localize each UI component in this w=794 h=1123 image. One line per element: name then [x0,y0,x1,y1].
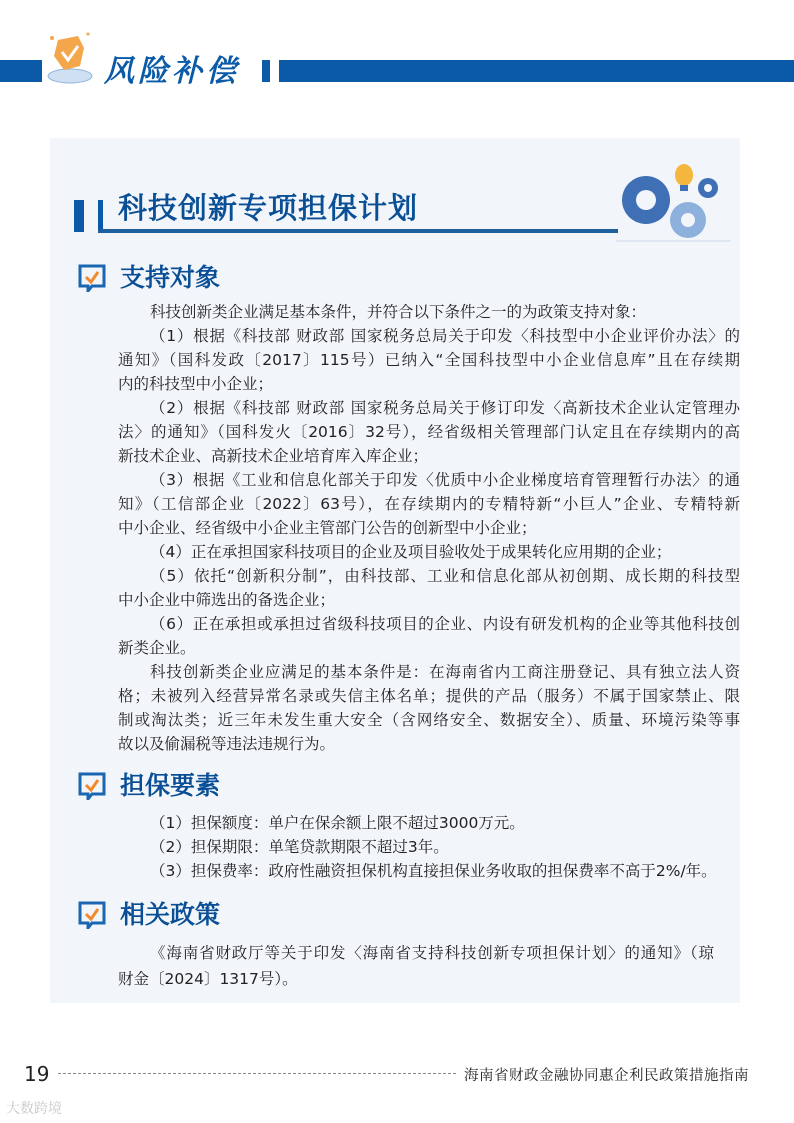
checkbox-icon [78,264,106,292]
section-heading: 相关政策 [120,900,221,929]
header-title: 风险补偿 [104,54,240,89]
footer-guide-title: 海南省财政金融协同惠企利民政策措施指南 [464,1068,749,1084]
body-text-line: 法〉的通知》（国科发火〔2016〕32号），经省级相关管理部门认定且在存续期内的高 [118,423,740,441]
body-text-line: 新类企业。 [118,639,196,657]
title-underline [98,229,618,233]
policy-text: 《海南省财政厅等关于印发〈海南省支持科技创新专项担保计划〉的通知》（琼 [150,944,714,962]
guarantee-item: （3）担保费率：政府性融资担保机构直接担保业务收取的担保费率不高于2%/年。 [150,862,717,880]
gears-teamwork-illustration-icon [606,155,736,245]
page-title: 科技创新专项担保计划 [118,191,419,225]
body-text-line: （3）根据《工业和信息化部关于印发〈优质中小企业梯度培育管理暂行办法〉的通 [150,471,740,489]
section-heading: 担保要素 [120,771,221,800]
header-bar-right [279,60,794,82]
title-marker [74,200,84,232]
body-text-line: 科技创新类企业应满足的基本条件是：在海南省内工商注册登记、具有独立法人资 [150,663,740,681]
section-heading: 支持对象 [120,263,221,292]
body-text-line: 中小企业中筛选出的备选企业； [118,591,336,609]
page-number: 19 [24,1062,50,1086]
body-text-line: 制或淘汰类；近三年未发生重大安全（含网络安全、数据安全）、质量、环境污染等事 [118,711,740,729]
body-text-line: （2）根据《科技部 财政部 国家税务总局关于修订印发〈高新技术企业认定管理办 [150,399,740,417]
header-bar-left [0,60,42,82]
body-text-line: （6）正在承担或承担过省级科技项目的企业、内设有研发机构的企业等其他科技创 [150,615,740,633]
footer-divider [58,1073,456,1074]
body-text-line: （4）正在承担国家科技项目的企业及项目验收处于成果转化应用期的企业； [150,543,672,561]
body-text-line: 通知》（国科发政〔2017〕115号）已纳入“全国科技型中小企业信息库”且在存续期 [118,351,740,369]
body-text-line: 中小企业、经省级中小企业主管部门公告的创新型中小企业； [118,519,537,537]
checkbox-icon [78,772,106,800]
title-marker [98,200,103,232]
guarantee-item: （1）担保额度：单户在保余额上限不超过3000万元。 [150,814,525,832]
shield-check-logo-icon [44,30,100,86]
body-text-line: （1）根据《科技部 财政部 国家税务总局关于印发〈科技型中小企业评价办法〉的 [150,327,740,345]
body-text-line: 新技术企业、高新技术企业培育库入库企业； [118,447,429,465]
body-text-line: 故以及偷漏税等违法违规行为。 [118,735,336,753]
guarantee-item: （2）担保期限：单笔贷款期限不超过3年。 [150,838,449,856]
watermark: 大数跨境 [6,1101,62,1117]
body-text-line: 科技创新类企业满足基本条件，并符合以下条件之一的为政策支持对象： [150,303,647,321]
checkbox-icon [78,901,106,929]
policy-text: 财金〔2024〕1317号）。 [118,970,298,988]
body-text-line: （5）依托“创新积分制”，由科技部、工业和信息化部从初创期、成长期的科技型 [150,567,740,585]
body-text-line: 格；未被列入经营异常名录或失信主体名单；提供的产品（服务）不属于国家禁止、限 [118,687,740,705]
body-text-line: 内的科技型中小企业； [118,375,274,393]
header-bar-small [262,60,270,82]
body-text-line: 知》（工信部企业〔2022〕63号），在存续期内的专精特新“小巨人”企业、专精特新 [118,495,740,513]
